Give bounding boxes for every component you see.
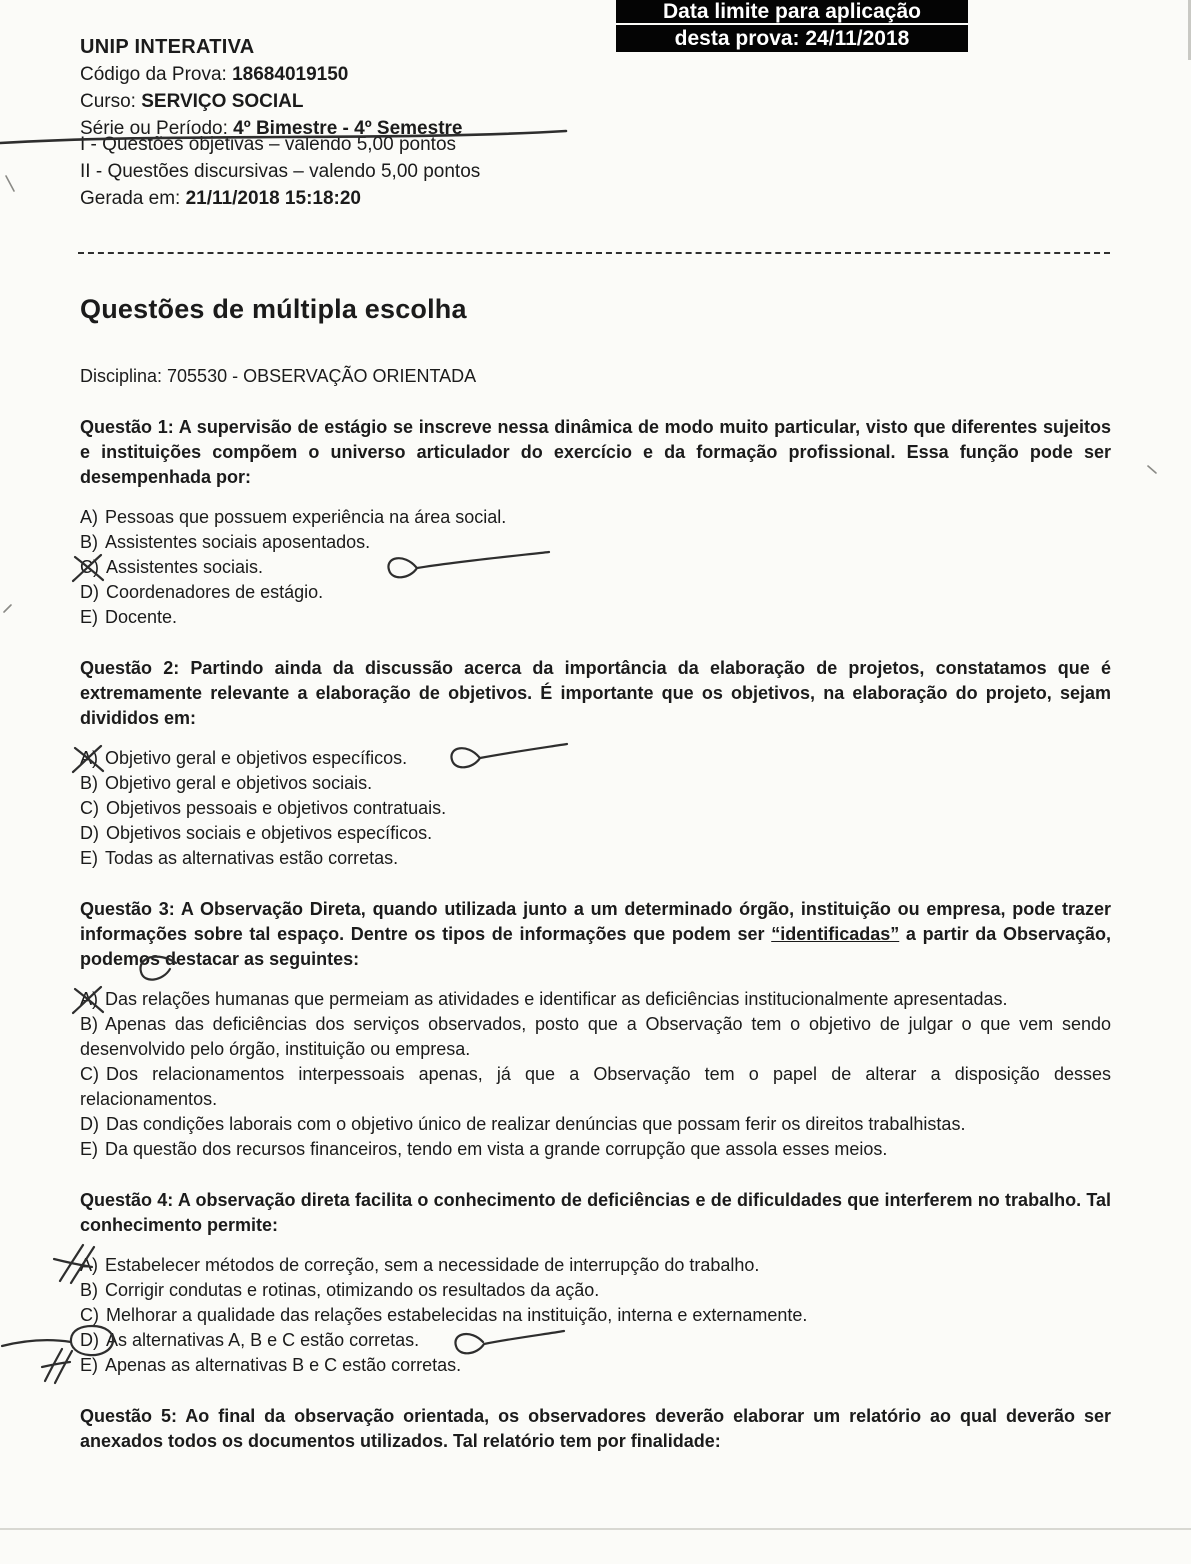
option-text: Assistentes sociais aposentados. [105,532,371,552]
option-row [80,605,1111,630]
option-letter: D) [80,823,99,843]
scan-bottom-edge [0,1528,1191,1530]
option-row [80,580,1111,605]
option-row [80,1253,1111,1278]
option-letter: D) [80,582,99,602]
underlined-term: “identificadas” [771,924,900,944]
option-text: Estabelecer métodos de correção, sem a necessidade de interrupção do trabalho. [105,1255,760,1275]
question-statement [80,897,1111,972]
question-2 [80,656,1111,871]
option-letter: A) [80,507,98,527]
option-letter: B) [80,773,98,793]
exam-code-value: 18684019150 [232,64,349,85]
period-value: 4º Bimestre - 4º Semestre [233,118,463,139]
option-letter: B) [80,532,98,552]
option-text: Dos relacionamentos interpessoais apenas, já que a Observação tem o papel de alterar a disposição desses relacionamentos. [80,1064,1111,1109]
option-row [80,796,1111,821]
option-text: As alternativas A, B e C estão corretas. [106,1330,420,1350]
option-row [80,505,1111,530]
deadline-banner [616,0,968,52]
option-row [80,1062,1111,1112]
option-row [80,1112,1111,1137]
institution-name: UNIP INTERATIVA [80,36,255,58]
statement-text-post: a partir da Observação, podemos destacar as seguintes: [80,924,1111,969]
option-text: Coordenadores de estágio. [106,582,324,602]
deadline-banner-line2-bar [616,25,968,52]
option-text: Objetivos pessoais e objetivos contratuais. [106,798,447,818]
discursive-points-line: II - Questões discursivas – valendo 5,00 pontos [80,161,481,182]
option-letter: D) [80,1114,99,1134]
option-text: Pessoas que possuem experiência na área social. [105,507,507,527]
option-row [80,846,1111,871]
option-row [80,771,1111,796]
option-row [80,555,1111,580]
option-text: Das condições laborais com o objetivo único de realizar denúncias que possam ferir os direitos trabalhistas. [106,1114,966,1134]
option-text: Corrigir condutas e rotinas, otimizando os resultados da ação. [105,1280,600,1300]
question-3 [80,897,1111,1162]
question-1 [80,415,1111,630]
statement-text-pre: Questão 3: A Observação Direta, quando utilizada junto a um determinado órgão, instituição ou empresa, pode trazer informações sobre tal espaço. Dentre os tipos de informações que podem ser [80,899,1111,944]
option-text: Da questão dos recursos financeiros, tendo em vista a grande corrupção que assola esses meios. [105,1139,888,1159]
questions-area [80,415,1111,1480]
generated-line [80,185,480,212]
option-text: Apenas das deficiências dos serviços observados, posto que a Observação tem o objetivo de julgar o que vem sendo desenvolvido pelo órgão, instituição ou empresa. [80,1014,1111,1059]
option-letter: E) [80,848,98,868]
deadline-banner-line1: Data limite para aplicação [663,0,921,23]
option-letter: A) [80,1255,98,1275]
option-row [80,530,1111,555]
exam-code-label: Código da Prova: [80,64,227,85]
option-text: Melhorar a qualidade das relações estabelecidas na instituição, interna e externamente. [106,1305,808,1325]
exam-header [80,34,480,212]
objective-points-line: I - Questões objetivas – valendo 5,00 pontos [80,134,457,155]
discipline-line: Disciplina: 705530 - OBSERVAÇÃO ORIENTADA [80,366,477,386]
option-letter: E) [80,1355,98,1375]
option-text: Objetivo geral e objetivos sociais. [105,773,373,793]
question-statement: Questão 1: A supervisão de estágio se inscreve nessa dinâmica de modo muito particular, visto que diferentes sujeitos e instituições compõem o universo articulador do exercício e da formação profissional. Essa função pode ser desempenhada por: [80,417,1111,487]
option-letter: E) [80,1139,98,1159]
option-row [80,1303,1111,1328]
period-label: Série ou Período: [80,118,228,139]
question-statement: Questão 2: Partindo ainda da discussão acerca da importância da elaboração de projetos, constatamos que é extremamente relevante a elaboração de objetivos. É importante que os objetivos, na elaboração do projeto, sejam divididos em: [80,658,1111,728]
course-value: SERVIÇO SOCIAL [141,91,304,112]
question-statement: Questão 4: A observação direta facilita o conhecimento de deficiências e de dificuldades que interferem no trabalho. Tal conhecimento permite: [80,1190,1111,1235]
generated-label: Gerada em: [80,188,181,209]
option-letter: B) [80,1280,98,1300]
question-5 [80,1404,1111,1454]
option-text: Objetivos sociais e objetivos específicos. [106,823,433,843]
option-letter: D) [80,1330,99,1350]
option-row [80,1328,1111,1353]
option-row [80,746,1111,771]
question-statement: Questão 5: Ao final da observação orientada, os observadores deverão elaborar um relatório ao qual deverão ser anexados todos os documentos utilizados. Tal relatório tem por finalidade: [80,1406,1111,1451]
section-title: Questões de múltipla escolha [80,294,467,324]
course-label: Curso: [80,91,136,112]
option-text: Apenas as alternativas B e C estão corretas. [105,1355,462,1375]
option-letter: C) [80,1305,99,1325]
dashed-separator [78,252,1110,254]
exam-code-line [80,61,480,88]
option-letter: C) [80,798,99,818]
deadline-banner-line2: desta prova: 24/11/2018 [674,27,910,50]
course-line [80,88,480,115]
option-letter: B) [80,1014,98,1034]
option-letter: C) [80,557,99,577]
generated-value: 21/11/2018 15:18:20 [185,188,361,209]
option-letter: A) [80,748,98,768]
option-text: Assistentes sociais. [106,557,264,577]
option-row [80,1353,1111,1378]
option-row [80,1278,1111,1303]
option-row [80,821,1111,846]
option-row [80,1012,1111,1062]
option-letter: A) [80,989,98,1009]
option-letter: C) [80,1064,99,1084]
option-row [80,1137,1111,1162]
option-row [80,987,1111,1012]
option-text: Docente. [105,607,178,627]
question-4 [80,1188,1111,1378]
option-text: Das relações humanas que permeiam as atividades e identificar as deficiências institucionalmente apresentadas. [105,989,1008,1009]
option-text: Objetivo geral e objetivos específicos. [105,748,408,768]
option-letter: E) [80,607,98,627]
handwritten-scribble-q4-option-e [42,1349,72,1383]
deadline-banner-line1-bar [616,0,968,23]
option-text: Todas as alternativas estão corretas. [105,848,399,868]
